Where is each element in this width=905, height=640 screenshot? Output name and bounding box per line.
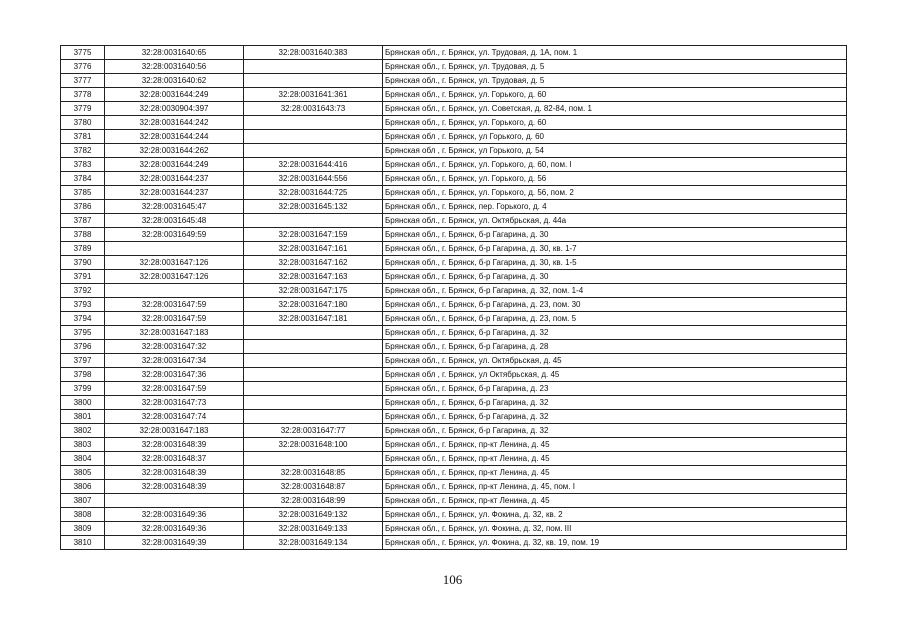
table-row <box>61 438 847 452</box>
cadastral-number-cell: 32:28:0031649:59 <box>105 228 244 242</box>
table-row <box>61 452 847 466</box>
address-cell: Брянская обл., г. Брянск, б-р Гагарина, д. 23, пом. 5 <box>383 312 847 326</box>
cadastral-number-secondary-cell: 32:28:0031641:361 <box>244 88 383 102</box>
table-row <box>61 88 847 102</box>
table-row <box>61 46 847 60</box>
cadastral-number-cell: 32:28:0031648:39 <box>105 480 244 494</box>
table-row <box>61 298 847 312</box>
row-number-cell: 3793 <box>61 298 105 312</box>
cadastral-number-cell: 32:28:0030904:397 <box>105 102 244 116</box>
cadastral-number-cell: 32:28:0031649:39 <box>105 536 244 550</box>
row-number-cell: 3791 <box>61 270 105 284</box>
address-cell: Брянская обл., г. Брянск, пр-кт Ленина, д. 45 <box>383 452 847 466</box>
address-cell: Брянская обл., г. Брянск, б-р Гагарина, д. 32 <box>383 326 847 340</box>
cadastral-number-cell: 32:28:0031647:59 <box>105 312 244 326</box>
table-row <box>61 508 847 522</box>
cadastral-number-cell: 32:28:0031647:183 <box>105 424 244 438</box>
row-number-cell: 3795 <box>61 326 105 340</box>
cadastral-number-cell: 32:28:0031640:65 <box>105 46 244 60</box>
table-row <box>61 256 847 270</box>
cadastral-number-cell: 32:28:0031647:34 <box>105 354 244 368</box>
cadastral-number-cell: 32:28:0031648:37 <box>105 452 244 466</box>
cadastral-number-secondary-cell: 32:28:0031648:99 <box>244 494 383 508</box>
table-row <box>61 368 847 382</box>
table-row <box>61 480 847 494</box>
address-cell: Брянская обл., г. Брянск, ул. Горького, д. 60, пом. I <box>383 158 847 172</box>
address-cell: Брянская обл., г. Брянск, ул. Трудовая, д. 1А, пом. 1 <box>383 46 847 60</box>
cadastral-number-secondary-cell <box>244 452 383 466</box>
row-number-cell: 3797 <box>61 354 105 368</box>
table-row <box>61 158 847 172</box>
table-row <box>61 186 847 200</box>
row-number-cell: 3788 <box>61 228 105 242</box>
row-number-cell: 3801 <box>61 410 105 424</box>
row-number-cell: 3806 <box>61 480 105 494</box>
cadastral-number-secondary-cell: 32:28:0031649:134 <box>244 536 383 550</box>
cadastral-number-secondary-cell: 32:28:0031645:132 <box>244 200 383 214</box>
cadastral-number-cell: 32:28:0031647:59 <box>105 298 244 312</box>
address-cell: Брянская обл., г. Брянск, пер. Горького, д. 4 <box>383 200 847 214</box>
cadastral-number-cell <box>105 494 244 508</box>
cadastral-number-secondary-cell <box>244 326 383 340</box>
cadastral-number-secondary-cell: 32:28:0031647:181 <box>244 312 383 326</box>
table-row <box>61 326 847 340</box>
table-row <box>61 522 847 536</box>
cadastral-number-secondary-cell: 32:28:0031649:133 <box>244 522 383 536</box>
cadastral-number-cell: 32:28:0031649:36 <box>105 522 244 536</box>
cadastral-number-secondary-cell <box>244 368 383 382</box>
address-cell: Брянская обл., г. Брянск, б-р Гагарина, д. 28 <box>383 340 847 354</box>
address-cell: Брянская обл., г. Брянск, ул. Горького, д. 60 <box>383 116 847 130</box>
table-row <box>61 242 847 256</box>
row-number-cell: 3790 <box>61 256 105 270</box>
table-row <box>61 214 847 228</box>
cadastral-number-secondary-cell <box>244 214 383 228</box>
table-row <box>61 494 847 508</box>
address-cell: Брянская обл., г. Брянск, пр-кт Ленина, д. 45, пом. I <box>383 480 847 494</box>
table-row <box>61 144 847 158</box>
table-row <box>61 354 847 368</box>
table-row <box>61 396 847 410</box>
cadastral-number-cell: 32:28:0031647:36 <box>105 368 244 382</box>
cadastral-number-secondary-cell <box>244 116 383 130</box>
row-number-cell: 3776 <box>61 60 105 74</box>
cadastral-number-secondary-cell: 32:28:0031643:73 <box>244 102 383 116</box>
row-number-cell: 3803 <box>61 438 105 452</box>
table-row <box>61 228 847 242</box>
cadastral-number-cell: 32:28:0031648:39 <box>105 466 244 480</box>
cadastral-number-cell: 32:28:0031647:59 <box>105 382 244 396</box>
row-number-cell: 3796 <box>61 340 105 354</box>
cadastral-number-secondary-cell: 32:28:0031648:87 <box>244 480 383 494</box>
address-cell: Брянская обл., г. Брянск, б-р Гагарина, д. 30 <box>383 228 847 242</box>
address-cell: Брянская обл., г. Брянск, пр-кт Ленина, д. 45 <box>383 494 847 508</box>
cadastral-number-secondary-cell <box>244 396 383 410</box>
row-number-cell: 3802 <box>61 424 105 438</box>
address-cell: Брянская обл., г. Брянск, ул. Трудовая, д. 5 <box>383 74 847 88</box>
row-number-cell: 3775 <box>61 46 105 60</box>
address-cell: Брянская обл , г. Брянск, ул Октябрьская, д. 45 <box>383 368 847 382</box>
cadastral-number-cell: 32:28:0031644:249 <box>105 158 244 172</box>
cadastral-number-secondary-cell: 32:28:0031647:175 <box>244 284 383 298</box>
row-number-cell: 3809 <box>61 522 105 536</box>
cadastral-number-secondary-cell <box>244 340 383 354</box>
table-row <box>61 74 847 88</box>
row-number-cell: 3807 <box>61 494 105 508</box>
address-cell: Брянская обл., г. Брянск, ул. Горького, д. 56, пом. 2 <box>383 186 847 200</box>
cadastral-number-secondary-cell: 32:28:0031647:159 <box>244 228 383 242</box>
row-number-cell: 3783 <box>61 158 105 172</box>
table-row <box>61 116 847 130</box>
address-cell: Брянская обл., г. Брянск, б-р Гагарина, д. 30, кв. 1-7 <box>383 242 847 256</box>
cadastral-number-cell: 32:28:0031644:242 <box>105 116 244 130</box>
cadastral-number-cell: 32:28:0031640:62 <box>105 74 244 88</box>
row-number-cell: 3800 <box>61 396 105 410</box>
row-number-cell: 3779 <box>61 102 105 116</box>
cadastral-number-secondary-cell: 32:28:0031647:77 <box>244 424 383 438</box>
address-cell: Брянская обл., г. Брянск, пр-кт Ленина, д. 45 <box>383 438 847 452</box>
table-row <box>61 536 847 550</box>
cadastral-number-secondary-cell <box>244 60 383 74</box>
table-row <box>61 424 847 438</box>
cadastral-number-secondary-cell: 32:28:0031649:132 <box>244 508 383 522</box>
address-cell: Брянская обл., г. Брянск, ул. Горького, д. 56 <box>383 172 847 186</box>
table-row <box>61 200 847 214</box>
address-cell: Брянская обл., г. Брянск, ул. Фокина, д. 32, кв. 2 <box>383 508 847 522</box>
cadastral-number-secondary-cell: 32:28:0031648:100 <box>244 438 383 452</box>
cadastral-number-cell: 32:28:0031645:48 <box>105 214 244 228</box>
address-cell: Брянская обл , г. Брянск, ул Горького, д. 54 <box>383 144 847 158</box>
address-cell: Брянская обл., г. Брянск, б-р Гагарина, д. 23 <box>383 382 847 396</box>
cadastral-number-cell: 32:28:0031647:183 <box>105 326 244 340</box>
cadastral-number-secondary-cell: 32:28:0031644:725 <box>244 186 383 200</box>
property-registry-table <box>60 45 847 550</box>
address-cell: Брянская обл., г. Брянск, б-р Гагарина, д. 23, пом. 30 <box>383 298 847 312</box>
cadastral-number-secondary-cell <box>244 74 383 88</box>
cadastral-number-cell: 32:28:0031644:244 <box>105 130 244 144</box>
cadastral-number-secondary-cell: 32:28:0031647:180 <box>244 298 383 312</box>
address-cell: Брянская обл., г. Брянск, б-р Гагарина, д. 32 <box>383 424 847 438</box>
row-number-cell: 3778 <box>61 88 105 102</box>
row-number-cell: 3781 <box>61 130 105 144</box>
row-number-cell: 3784 <box>61 172 105 186</box>
address-cell: Брянская обл., г. Брянск, ул. Трудовая, д. 5 <box>383 60 847 74</box>
row-number-cell: 3808 <box>61 508 105 522</box>
cadastral-number-secondary-cell: 32:28:0031640:383 <box>244 46 383 60</box>
address-cell: Брянская обл., г. Брянск, ул. Советская, д. 82-84, пом. 1 <box>383 102 847 116</box>
address-cell: Брянская обл., г. Брянск, ул. Октябрьская, д. 45 <box>383 354 847 368</box>
cadastral-number-cell: 32:28:0031648:39 <box>105 438 244 452</box>
table-row <box>61 270 847 284</box>
cadastral-number-cell: 32:28:0031647:32 <box>105 340 244 354</box>
cadastral-number-secondary-cell: 32:28:0031644:556 <box>244 172 383 186</box>
row-number-cell: 3792 <box>61 284 105 298</box>
row-number-cell: 3785 <box>61 186 105 200</box>
cadastral-number-secondary-cell: 32:28:0031647:163 <box>244 270 383 284</box>
address-cell: Брянская обл , г. Брянск, ул Горького, д. 60 <box>383 130 847 144</box>
cadastral-number-secondary-cell <box>244 130 383 144</box>
cadastral-number-cell: 32:28:0031644:237 <box>105 172 244 186</box>
address-cell: Брянская обл., г. Брянск, б-р Гагарина, д. 32 <box>383 410 847 424</box>
address-cell: Брянская обл., г. Брянск, ул. Фокина, д. 32, кв. 19, пом. 19 <box>383 536 847 550</box>
row-number-cell: 3789 <box>61 242 105 256</box>
row-number-cell: 3786 <box>61 200 105 214</box>
row-number-cell: 3782 <box>61 144 105 158</box>
row-number-cell: 3810 <box>61 536 105 550</box>
table-row <box>61 382 847 396</box>
cadastral-number-cell: 32:28:0031647:74 <box>105 410 244 424</box>
cadastral-number-secondary-cell <box>244 410 383 424</box>
cadastral-number-cell: 32:28:0031644:249 <box>105 88 244 102</box>
registry-table-body <box>61 46 847 550</box>
cadastral-number-cell: 32:28:0031647:126 <box>105 270 244 284</box>
row-number-cell: 3794 <box>61 312 105 326</box>
row-number-cell: 3787 <box>61 214 105 228</box>
table-row <box>61 284 847 298</box>
page-number: 106 <box>442 572 463 587</box>
cadastral-number-secondary-cell <box>244 354 383 368</box>
cadastral-number-cell: 32:28:0031644:237 <box>105 186 244 200</box>
cadastral-number-secondary-cell: 32:28:0031647:162 <box>244 256 383 270</box>
row-number-cell: 3798 <box>61 368 105 382</box>
table-row <box>61 60 847 74</box>
row-number-cell: 3780 <box>61 116 105 130</box>
cadastral-number-cell <box>105 242 244 256</box>
cadastral-number-secondary-cell: 32:28:0031644:416 <box>244 158 383 172</box>
cadastral-number-cell: 32:28:0031647:126 <box>105 256 244 270</box>
address-cell: Брянская обл., г. Брянск, б-р Гагарина, д. 32 <box>383 396 847 410</box>
address-cell: Брянская обл., г. Брянск, б-р Гагарина, д. 32, пом. 1-4 <box>383 284 847 298</box>
table-row <box>61 312 847 326</box>
cadastral-number-cell: 32:28:0031647:73 <box>105 396 244 410</box>
cadastral-number-cell: 32:28:0031649:36 <box>105 508 244 522</box>
row-number-cell: 3805 <box>61 466 105 480</box>
row-number-cell: 3804 <box>61 452 105 466</box>
table-row <box>61 340 847 354</box>
cadastral-number-cell: 32:28:0031644:262 <box>105 144 244 158</box>
cadastral-number-secondary-cell <box>244 382 383 396</box>
cadastral-number-secondary-cell: 32:28:0031647:161 <box>244 242 383 256</box>
cadastral-number-cell: 32:28:0031645:47 <box>105 200 244 214</box>
cadastral-number-secondary-cell: 32:28:0031648:85 <box>244 466 383 480</box>
row-number-cell: 3799 <box>61 382 105 396</box>
row-number-cell: 3777 <box>61 74 105 88</box>
address-cell: Брянская обл., г. Брянск, б-р Гагарина, д. 30, кв. 1-5 <box>383 256 847 270</box>
address-cell: Брянская обл., г. Брянск, пр-кт Ленина, д. 45 <box>383 466 847 480</box>
address-cell: Брянская обл., г. Брянск, ул. Горького, д. 60 <box>383 88 847 102</box>
cadastral-number-secondary-cell <box>244 144 383 158</box>
table-row <box>61 410 847 424</box>
table-row <box>61 102 847 116</box>
address-cell: Брянская обл., г. Брянск, б-р Гагарина, д. 30 <box>383 270 847 284</box>
table-row <box>61 130 847 144</box>
cadastral-number-cell <box>105 284 244 298</box>
table-row <box>61 466 847 480</box>
cadastral-number-cell: 32:28:0031640:56 <box>105 60 244 74</box>
address-cell: Брянская обл., г. Брянск, ул. Фокина, д. 32, пом. III <box>383 522 847 536</box>
address-cell: Брянская обл., г. Брянск, ул. Октябрьская, д. 44а <box>383 214 847 228</box>
table-row <box>61 172 847 186</box>
